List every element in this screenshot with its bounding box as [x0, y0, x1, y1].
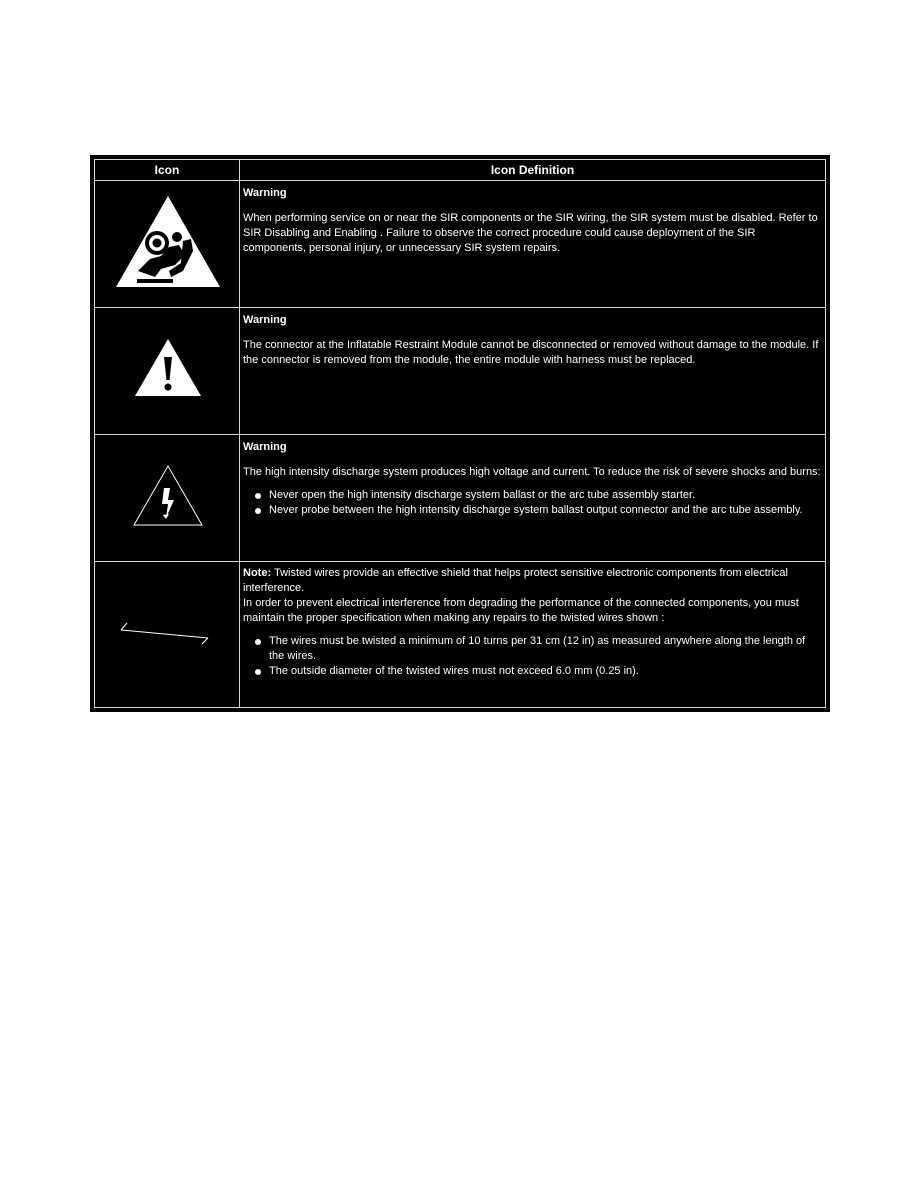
row-note	[243, 566, 821, 596]
list-item: Never probe between the high intensity discharge system ballast output connector and the arc tube assembly.	[243, 503, 821, 518]
row-text: The connector at the Inflatable Restraint Module cannot be disconnected or removed without damage to the module. If the connector is removed from the module, the entire module with harness must be replaced.	[243, 339, 819, 366]
bullet-list	[243, 488, 821, 518]
list-item: The outside diameter of the twisted wires must not exceed 6.0 mm (0.25 in).	[243, 664, 821, 679]
row-title: Warning	[243, 187, 287, 199]
exclamation-warning-icon	[95, 308, 239, 434]
header-icon: Icon	[154, 163, 180, 177]
list-item: The wires must be twisted a minimum of 10 turns per 31 cm (12 in) as measured anywhere along the length of the wires.	[243, 634, 821, 664]
table-row-icon-cell	[95, 435, 239, 561]
table-row-definition	[243, 186, 821, 256]
sir-airbag-warning-icon	[95, 181, 239, 307]
table-row-icon-cell	[95, 181, 239, 307]
row-title: Warning	[243, 314, 287, 326]
note-text: Twisted wires provide an effective shield that helps protect sensitive electronic components from electrical interference.	[243, 567, 788, 594]
table-grid	[94, 159, 826, 708]
table-row-icon-cell	[95, 308, 239, 434]
note-label: Note:	[243, 567, 272, 579]
row-text: When performing service on or near the SIR components or the SIR wiring, the SIR system must be disabled. Refer to SIR Disabling and Enabling . Failure to observe the correct procedure could cause deployment of the SIR components, personal injury, or unnecessary SIR system repairs.	[243, 212, 818, 254]
twisted-wires-icon	[95, 562, 239, 709]
table-row-definition	[243, 566, 821, 679]
header-icon-definition: Icon Definition	[490, 163, 575, 177]
list-item: Never open the high intensity discharge system ballast or the arc tube assembly starter.	[243, 488, 821, 503]
row-title: Warning	[243, 441, 287, 453]
table-row-definition	[243, 440, 821, 518]
icon-definition-table	[90, 155, 830, 712]
row-text: The high intensity discharge system produces high voltage and current. To reduce the risk of severe shocks and burns:	[243, 466, 821, 478]
table-row-icon-cell	[95, 562, 239, 709]
row-text: In order to prevent electrical interference from degrading the performance of the connected components, you must maintain the proper specification when making any repairs to the twisted wires shown :	[243, 597, 799, 624]
bullet-list	[243, 634, 821, 679]
high-voltage-warning-icon	[95, 435, 239, 561]
table-row-definition	[243, 313, 821, 368]
